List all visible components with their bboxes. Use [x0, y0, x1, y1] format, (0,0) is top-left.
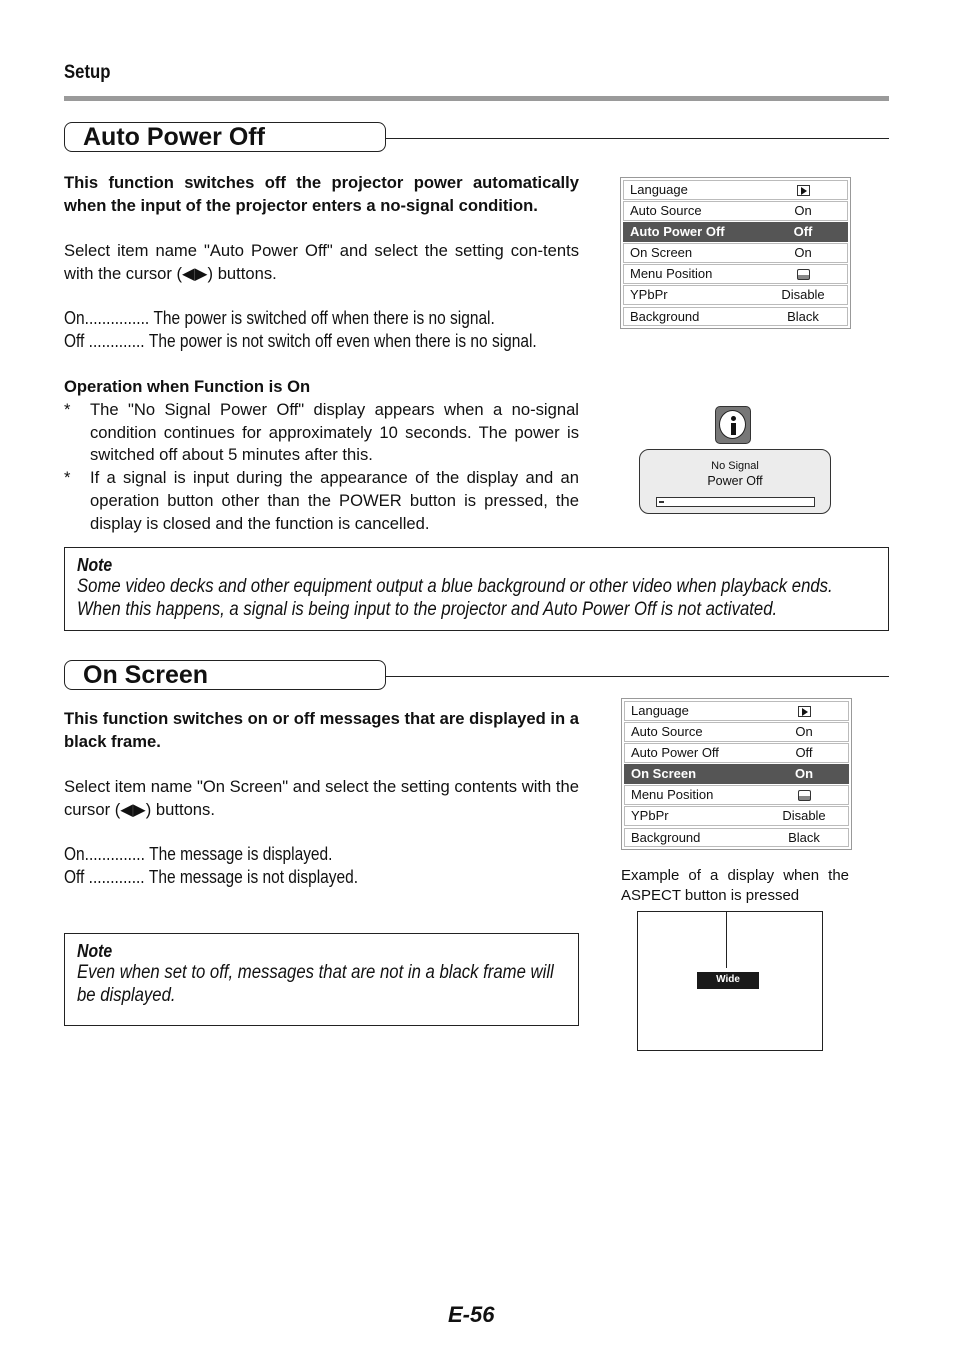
header-rule	[64, 96, 889, 101]
option-dots: .............	[88, 867, 145, 887]
note-title: Note	[77, 555, 113, 575]
option-desc: The message is displayed.	[149, 844, 333, 864]
on-screen-option-on	[64, 843, 332, 866]
section-header: Setup	[64, 62, 111, 83]
menu-row-on-screen: On Screen On	[623, 243, 848, 263]
page-number: E-56	[448, 1302, 495, 1327]
info-icon	[715, 406, 751, 444]
menu-row-auto-source: Auto Source On	[623, 201, 848, 221]
on-screen-instruction: Select item name "On Screen" and select the setting contents with the cursor (◀▶) buttons.	[64, 777, 579, 819]
option-dots: ..............	[84, 844, 145, 864]
option-desc: The power is switched off when there is no signal.	[153, 308, 495, 328]
on-screen-title-rule	[386, 676, 889, 677]
auto-power-off-intro: This function switches off the projector power automatically when the input of the projector enters a no-signal condition.	[64, 173, 579, 215]
menu-position-icon	[798, 790, 811, 801]
option-dots: .............	[88, 331, 145, 351]
right-arrow-box-icon	[797, 185, 810, 196]
menu-row-auto-power-off: Auto Power Off Off	[624, 743, 849, 763]
power-off-label: Power Off	[707, 474, 763, 488]
menu-row-language: Language	[624, 701, 849, 721]
menu-row-menu-position: Menu Position	[623, 264, 848, 284]
bullet-marker: *	[64, 468, 71, 488]
option-key: Off	[64, 867, 85, 887]
note-body: Even when set to off, messages that are not in a black frame will be displayed.	[77, 962, 554, 1006]
option-dots: ...............	[84, 308, 150, 328]
aspect-example-frame	[637, 911, 823, 1051]
on-screen-note	[64, 933, 579, 1026]
operation-bullet	[64, 467, 579, 535]
option-key: On	[64, 844, 85, 864]
menu-position-icon	[797, 269, 810, 280]
auto-power-off-option-on	[64, 307, 495, 330]
menu-row-ypbpr: YPbPr Disable	[623, 285, 848, 305]
option-key: On	[64, 308, 85, 328]
menu-row-auto-source: Auto Source On	[624, 722, 849, 742]
menu-row-auto-power-off: Auto Power Off Off	[623, 222, 848, 242]
menu-row-background: Background Black	[623, 307, 848, 327]
on-screen-intro: This function switches on or off messages that are displayed in a black frame.	[64, 709, 579, 751]
no-signal-label: No Signal	[711, 460, 759, 472]
option-key: Off	[64, 331, 85, 351]
auto-power-off-title-rule	[386, 138, 889, 139]
note-title: Note	[77, 941, 113, 961]
option-desc: The message is not displayed.	[148, 867, 359, 887]
power-off-progress-bar	[656, 497, 815, 507]
operation-bullets	[64, 399, 579, 535]
auto-power-off-option-off	[64, 330, 537, 353]
operation-bullet	[64, 399, 579, 467]
callout-line	[726, 912, 727, 968]
progress-fill	[659, 501, 664, 503]
auto-power-off-note	[64, 547, 889, 631]
note-body: Some video decks and other equipment output a blue background or other video when playback ends. When this happens, a signal is being input to the projector and Auto Power Off is not activated.	[77, 576, 833, 620]
aspect-example-caption: Example of a display when the ASPECT button is pressed	[621, 867, 849, 904]
on-screen-option-off	[64, 866, 358, 889]
option-desc: The power is not switch off even when there is no signal.	[148, 331, 537, 351]
bullet-text: If a signal is input during the appearance of the display and an operation button other than the POWER button is pressed, the display is closed and the function is cancelled.	[90, 468, 579, 533]
auto-power-off-instruction: Select item name "Auto Power Off" and select the setting con-tents with the cursor (◀▶) buttons.	[64, 241, 579, 283]
on-screen-title: On Screen	[64, 660, 386, 690]
operation-heading: Operation when Function is On	[64, 377, 311, 396]
menu-row-language: Language	[623, 180, 848, 200]
wide-message-label: Wide	[697, 972, 759, 989]
menu-row-on-screen: On Screen On	[624, 764, 849, 784]
no-signal-power-off-display	[639, 449, 831, 514]
right-arrow-box-icon	[798, 706, 811, 717]
auto-power-off-title: Auto Power Off	[64, 122, 386, 152]
menu-row-menu-position: Menu Position	[624, 785, 849, 805]
bullet-text: The "No Signal Power Off" display appears when a no-signal condition continues for approximately 10 seconds. The power is switched off about 5 minutes after this.	[90, 400, 579, 465]
setup-menu-on-screen	[621, 698, 852, 850]
setup-menu-auto-power-off	[620, 177, 851, 329]
bullet-marker: *	[64, 400, 71, 419]
menu-row-ypbpr: YPbPr Disable	[624, 806, 849, 826]
menu-row-background: Background Black	[624, 828, 849, 848]
